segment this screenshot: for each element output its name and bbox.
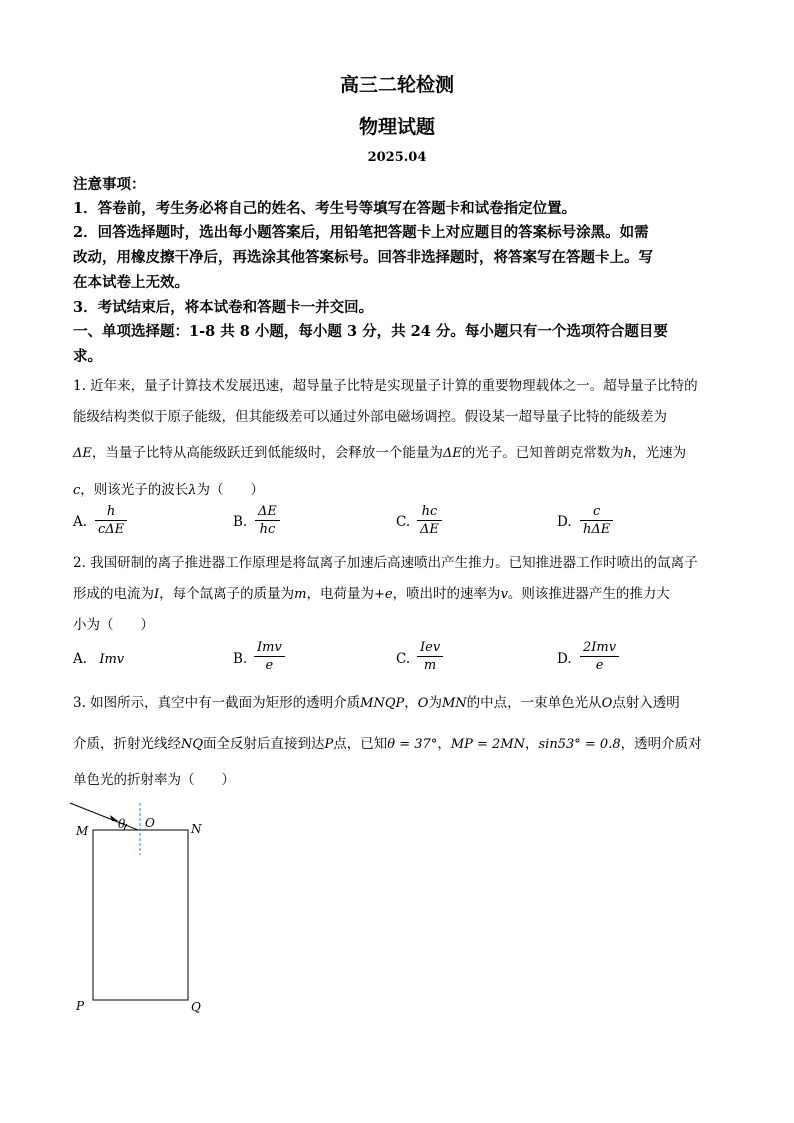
q1-text: ，当量子比特从高能级跃迁到低能级时，会释放一个能量为 (91, 445, 443, 461)
medium-rectangle (93, 830, 188, 1000)
q3-text-1: 3. 如图所示，真空中有一截面为矩形的透明介质 (73, 695, 361, 711)
q1-option-a-num: h (95, 503, 127, 521)
q1-option-d-fraction[interactable] (580, 503, 613, 538)
q1-lambda: λ (188, 483, 197, 498)
q1-text-2: 的光子。已知普朗克常数为 (461, 445, 624, 461)
q2-var-m: m (294, 587, 307, 602)
q2-option-a-value: Imv (99, 652, 125, 667)
q1-option-d-num: c (580, 503, 613, 521)
q2-text-1: 形成的电流为 (73, 586, 154, 602)
q3-var-p: P (324, 737, 334, 752)
notes-heading: 注意事项： (73, 176, 146, 193)
q2-option-c-num: Iev (417, 639, 443, 657)
q3-line-1 (73, 691, 680, 711)
q3-text-11: ，透明介质对 (620, 736, 702, 752)
notes-item-2-line-1: 2．回答选择题时，选出每小题答案后，用铅笔把答题卡上对应题目的答案标号涂黑。如需 (73, 224, 649, 241)
q3-text-3: 为 (428, 695, 442, 711)
q2-option-b-num: Imv (254, 639, 285, 657)
q2-option-a[interactable] (73, 651, 124, 667)
q1-option-c-label[interactable]: C. (396, 514, 411, 530)
q3-var-nq: NQ (181, 737, 204, 752)
q1-c: c (73, 483, 81, 498)
q2-line-1: 2. 我国研制的离子推进器工作原理是将氙离子加速后高速喷出产生推力。已知推进器工作时喷出的氙离子 (73, 555, 698, 571)
q1-option-c-num: hc (417, 503, 442, 521)
q3-text-6: 介质，折射光线经 (73, 736, 181, 752)
incident-ray-arrow-icon (110, 815, 118, 821)
q2-var-e: +e (373, 587, 393, 602)
q2-text-3: ，电荷量为 (306, 586, 374, 602)
q1-option-b-den: hc (259, 522, 276, 537)
q3-line-3: 单色光的折射率为（ ） (73, 772, 235, 788)
q1-option-b-label[interactable]: B. (233, 514, 248, 530)
q1-delta-e: ΔE (73, 446, 92, 461)
label-n: N (191, 822, 202, 836)
q1-option-b-num: ΔE (255, 503, 280, 521)
q3-text-8: 点，已知 (333, 736, 388, 752)
label-q: Q (191, 1000, 201, 1014)
q3-text-7: 面全反射后直接到达 (203, 736, 325, 752)
q3-text-2: ， (404, 695, 418, 711)
exam-date: 2025.04 (367, 150, 427, 165)
q2-option-d-den: e (595, 658, 604, 673)
q1-option-c-den: ΔE (420, 522, 439, 537)
q2-var-i: I (154, 587, 160, 602)
q3-var-o-2: O (601, 696, 613, 711)
q2-option-b-fraction[interactable] (254, 639, 285, 674)
label-p: P (76, 999, 85, 1013)
q1-line-2: 能级结构类似于原子能级，但其能级差可以通过外部电磁场调控。假设某一超导量子比特的能级差为 (73, 409, 667, 425)
q2-option-c-fraction[interactable] (417, 639, 443, 674)
q2-text-4: ，喷出时的速率为 (392, 586, 501, 602)
q3-sin-value: sin53° = 0.8 (538, 737, 621, 752)
exam-title: 高三二轮检测 (339, 74, 454, 96)
q2-line-3: 小为（ ） (73, 617, 154, 633)
q2-option-c-label[interactable]: C. (396, 651, 411, 667)
notes-item-3: 3．考试结束后，将本试卷和答题卡一并交回。 (73, 299, 374, 316)
q1-text-4: ，则该光子的波长 (80, 482, 189, 498)
q1-option-d-label[interactable]: D. (557, 514, 572, 530)
exam-subtitle: 物理试题 (358, 116, 435, 138)
q1-option-b-fraction[interactable] (255, 503, 280, 538)
q1-text-5: 为（ ） (196, 482, 265, 498)
q2-line-2 (73, 582, 670, 602)
q3-var-mn: MN (441, 696, 467, 711)
q3-var-mnqp: MNQP (360, 696, 405, 711)
q3-mp-relation: MP = 2MN (450, 737, 526, 752)
q2-option-b-den: e (265, 658, 274, 673)
q3-line-2 (73, 732, 702, 752)
q1-line-3 (73, 441, 686, 461)
q3-figure (60, 795, 220, 1020)
notes-item-1: 1．答卷前，考生务必将自己的姓名、考生号等填写在答题卡和试卷指定位置。 (73, 200, 577, 217)
q2-option-d-num: 2Imv (580, 639, 619, 657)
q2-option-b-label[interactable]: B. (233, 651, 248, 667)
label-o: O (145, 816, 155, 830)
label-m: M (76, 824, 89, 838)
q3-theta-value: θ = 37° (387, 737, 438, 752)
q3-text-10: ， (525, 736, 539, 752)
section-1-heading: 一、单项选择题：1-8 共 8 小题，每小题 3 分，共 24 分。每小题只有一个选项符合题目要 (73, 323, 668, 340)
q3-var-o: O (417, 696, 429, 711)
q2-text-2: ，每个氙离子的质量为 (159, 586, 295, 602)
q1-line-4 (73, 478, 264, 498)
q2-var-v: v (500, 587, 508, 602)
q2-option-a-label: A. (73, 651, 88, 667)
q3-text-5: 点射入透明 (612, 695, 680, 711)
q2-text-5: 。则该推进器产生的推力大 (507, 586, 670, 602)
q1-option-d-den: hΔE (583, 522, 611, 537)
q2-option-d-label[interactable]: D. (557, 651, 572, 667)
q2-option-c-den: m (423, 658, 437, 673)
q3-text-4: 的中点，一束单色光从 (466, 695, 602, 711)
notes-item-2-line-2: 改动，用橡皮擦干净后，再选涂其他答案标号。回答非选择题时，将答案写在答题卡上。写 (73, 249, 653, 266)
q2-option-d-fraction[interactable] (580, 639, 619, 674)
label-theta: θ (118, 817, 126, 831)
q1-h: h (623, 446, 633, 461)
q1-option-a-label[interactable]: A. (73, 514, 88, 530)
q1-delta-e-2: ΔE (442, 446, 462, 461)
section-1-heading-cont: 求。 (73, 348, 102, 365)
q1-text-3: ，光速为 (632, 445, 687, 461)
q1-option-c-fraction[interactable] (417, 503, 442, 538)
q1-option-a-den: cΔE (98, 522, 125, 537)
q3-text-9: ， (437, 736, 451, 752)
q1-line-1: 1. 近年来，量子计算技术发展迅速，超导量子比特是实现量子计算的重要物理载体之一。超导量子比特的 (73, 378, 698, 394)
q1-option-a-fraction[interactable] (95, 503, 127, 538)
notes-item-2-line-3: 在本试卷上无效。 (73, 274, 189, 291)
